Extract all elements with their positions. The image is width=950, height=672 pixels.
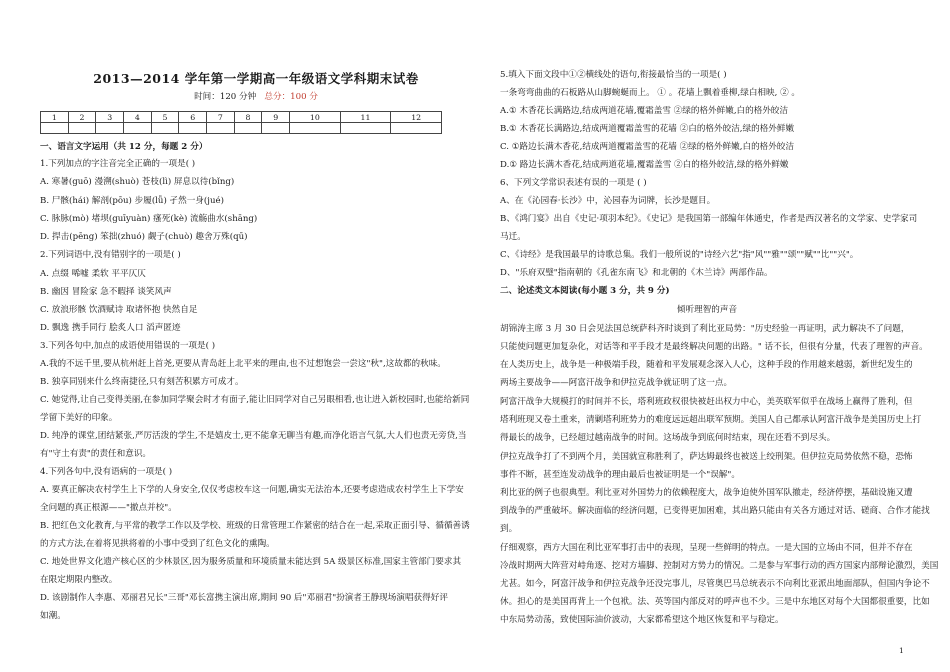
text-line: A. 寒暑(guō) 漫溯(shuò) 苍枝(lì) 屏息以待(bǐng)	[40, 177, 235, 187]
answer-grid-number: 12	[391, 112, 442, 123]
text-line: B. 把红色文化教育,与平常的教学工作以及学校、班级的日常管理工作紧密的结合在一起,采取正面引导、循循善诱	[40, 521, 470, 531]
answer-grid-cell	[41, 123, 69, 134]
answer-grid-number: 10	[290, 112, 341, 123]
text-line: 尤甚。如今，阿富汗战争和伊拉克战争还没完事儿，尽管奥巴马总统表示不向利比亚派出地面部队，但国内争论不	[500, 579, 930, 589]
text-line: 在人类历史上，战争是一种极端手段，随着和平发展观念深入人心，这种手段的作用越来越弱，新世纪发生的	[500, 360, 913, 370]
answer-grid-number: 3	[96, 112, 124, 123]
text-line: D. 该剧制作人李惠、邓丽君兄长"三哥"邓长富携主演出席,期间 90 后"邓丽君"扮演者王静现场演唱获得好评	[40, 593, 448, 603]
text-line: 6、下列文学常识表述有误的一项是 ( )	[500, 178, 647, 188]
text-line: C、《诗经》是我国最早的诗歌总集。我们一般所说的"诗经六艺"指"风""雅""颂""赋""比""兴"。	[500, 250, 859, 260]
answer-grid-number: 2	[68, 112, 96, 123]
answer-grid-header	[41, 112, 442, 123]
exam-title: 2013—2014 学年第一学期高一年级语文学科期末试卷	[93, 71, 419, 86]
text-line: D. 纯净的课堂,团结紧张,严厉活泼的学生,不是嬉皮士,更不能拿无聊当有趣,而净化语言气氛,大人们也责无旁贷,当	[40, 431, 467, 441]
text-line: 一、语言文字运用（共 12 分，每题 2 分）	[40, 142, 208, 152]
text-line: D. 捍击(pēng) 笨拙(zhuó) 觑子(chuò) 趣舍万殊(qū)	[40, 232, 248, 242]
text-line: D、"乐府双璧"指南朝的《孔雀东南飞》和北朝的《木兰诗》两部作品。	[500, 268, 773, 278]
answer-grid-number: 6	[179, 112, 207, 123]
text-line: 胡锦涛主席 3 月 30 日会见法国总统萨科齐时谈到了利比亚局势："历史经验一再证明，武力解决不了问题，	[500, 324, 910, 334]
text-line: 只能使问题更加复杂化，对话等和平手段才是最终解决问题的出路。" 话不长，但很有分量，代表了理智的声音。	[500, 342, 928, 352]
answer-grid-cell	[391, 123, 442, 134]
answer-grid-cell	[207, 123, 235, 134]
text-line: 3.下列各句中,加点的成语使用错误的一项是( )	[40, 341, 216, 351]
answer-grid-number: 5	[151, 112, 179, 123]
answer-grid-number: 4	[124, 112, 152, 123]
text-line: A. 要真正解决农村学生上下学的人身安全,仅仅考虑校车这一问题,确实无法治本,还要考虑造成农村学生上下学安	[40, 485, 464, 495]
answer-grid-number: 9	[262, 112, 290, 123]
answer-grid-cell	[68, 123, 96, 134]
text-line: 如潮。	[40, 611, 66, 621]
text-line: 一条弯弯曲曲的石板路从山脚蜿蜒而上。 ① 。花墙上飘着垂柳,绿白相映, ② 。	[500, 88, 800, 98]
text-line: A. 点缀 唏嘘 柔软 平平仄仄	[40, 269, 146, 279]
answer-grid-number: 8	[234, 112, 262, 123]
text-line: 中东局势动荡，致使国际油价波动，大家都希望这个地区恢复和平与稳定。	[500, 615, 784, 625]
text-line: 的方式方法,在着将见拱将着的小事中受到了红色文化的熏陶。	[40, 539, 275, 549]
text-line: C. 脉脉(mò) 堵坝(guīyuàn) 瘙死(kè) 流觞曲水(shāng)	[40, 214, 258, 224]
answer-grid-cell	[290, 123, 341, 134]
text-line: 得最长的战争，已经超过越南战争的时间。这场战争到底何时结束，现在还看不到尽头。	[500, 433, 836, 443]
text-line: A、在《沁园春·长沙》中，沁园春为词牌，长沙是题目。	[500, 196, 716, 206]
text-line: C. ①路边长满木香花,结成两道覆霜盖雪的花墙 ②绿的格外鲜嫩,白的格外皎洁	[500, 142, 795, 152]
answer-grid-cell	[340, 123, 391, 134]
page-number: 1	[899, 646, 904, 655]
text-line: B、《鸿门宴》出自《史记·项羽本纪》。《史记》是我国第一部编年体通史，作者是西汉著名的文学家、史学家司	[500, 214, 918, 224]
answer-grid-cell	[234, 123, 262, 134]
text-line: 有"守土有责"的责任和意识。	[40, 449, 152, 459]
answer-grid-cell	[124, 123, 152, 134]
text-line: 到。	[500, 524, 518, 534]
text-line: B. 幽因 冒险家 急不暇择 谈笑风声	[40, 287, 172, 297]
answer-grid-cell	[96, 123, 124, 134]
text-line: 在限定期限内整改。	[40, 575, 118, 585]
answer-grid-cell	[262, 123, 290, 134]
text-line: 塔利班现又卷土重来，清剿塔利班势力的难度远远超出联军预期。美国人自己都承认阿富汗战争是美国历史上打	[500, 415, 922, 425]
text-line: A.① 木香花长满路边,结成两道花墙,覆霜盖雪 ②绿的格外鲜嫩,白的格外皎洁	[500, 106, 789, 116]
text-line: 马迁。	[500, 232, 526, 242]
text-line: 仔细观察，西方大国在利比亚军事打击中的表现，呈现一些鲜明的特点。一是大国的立场由不同，但并不存在	[500, 543, 913, 553]
text-line: 利比亚的例子也很典型。利比亚对外国势力的依赖程度大，战争迫使外国军队撤走，经济停摆，基础设施又遭	[500, 488, 913, 498]
text-line: 倾听理智的声音	[676, 305, 738, 315]
text-line: 伊拉克战争打了不到两个月，美国就宣称胜利了，萨达姆最终也被送上绞刑架。但伊拉克局势依然不稳，恐怖	[500, 452, 913, 462]
exam-time: 时间：120 分钟	[194, 92, 257, 102]
text-line: 1.下列加点的字注音完全正确的一项是( )	[40, 159, 196, 169]
text-line: A.我的不远千里,要从杭州赶上首尧,更要从青岛赶上北平来的理由,也不过想饱尝一尝这"秋",这故都的秋味。	[40, 359, 446, 369]
text-line: C. 地处世界文化遗产核心区的少林景区,因为服务质量和环境质量未能达到 5A 级景区标准,国家主管部门要求其	[40, 557, 462, 567]
text-line: B. 尸骸(hái) 解剖(pōu) 步履(lǚ) 孑然一身(jué)	[40, 196, 224, 206]
answer-grid-cell	[151, 123, 179, 134]
text-line: 5.填入下面文段中①②横线处的语句,衔接最恰当的一项是( )	[500, 70, 727, 80]
text-line: C. 放浪形骸 饮酒赋诗 取诸怀抱 快然自足	[40, 305, 198, 315]
exam-meta	[40, 90, 472, 102]
answer-grid-blank	[41, 123, 442, 134]
text-line: C. 她觉得,让自己变得美丽,在参加同学聚会时才有面子,能让旧同学对自己另眼相看,也让进入新校园时,也能给新同	[40, 395, 470, 405]
answer-grid-number: 11	[340, 112, 391, 123]
text-line: B. 独享同别来什么终南捷径,只有刻苦积累方可成才。	[40, 377, 244, 387]
text-line: B.① 木香花长满路边,结成两道覆霜盖雪的花墙 ②白的格外皎洁,绿的格外鲜嫩	[500, 124, 795, 134]
answer-grid	[40, 111, 442, 134]
text-line: 事件不断，甚至连发动战争的理由最后也被证明是一个"误解"。	[500, 470, 740, 480]
text-line: 学留下美好的印象。	[40, 413, 118, 423]
answer-grid-cell	[179, 123, 207, 134]
answer-grid-number: 7	[207, 112, 235, 123]
text-line: 两场主要战争——阿富汗战争和伊拉克战争就证明了这一点。	[500, 378, 733, 388]
text-line: 4.下列各句中,没有语病的一项是( )	[40, 467, 173, 477]
text-line: D. 飘逸 携手同行 脍炙人口 滔声匿迹	[40, 323, 181, 333]
text-line: 冷战时期两大阵营对峙角逐、挖对方墙脚、控制对方势力的情况。二是参与军事行动的西方国家内部辩论激烈，美国	[500, 561, 939, 571]
text-line: 到战争的严重破坏。解决面临的经济问题，已变得更加困难，其出路只能由有关各方通过对话、磋商、合作才能找	[500, 506, 930, 516]
text-line: 全问题的真正根源——"撤点并校"。	[40, 503, 177, 513]
text-line: 休。担心的是美国再背上一个包袱。法、英等国内部反对的呼声也不少。三是中东地区对每个大国都很重要，比如	[500, 597, 930, 607]
text-line: 阿富汗战争大规模打的时间并不长，塔利班政权很快被赶出权力中心，美英联军似乎在战场上赢得了胜利，但	[500, 397, 913, 407]
text-line: D.① 路边长满木香花,结成两道花墙,覆霜盖雪 ②白的格外皎洁,绿的格外鲜嫩	[500, 160, 789, 170]
exam-score: 总分：100 分	[264, 92, 318, 102]
text-line: 2.下列词语中,没有错别字的一项是( )	[40, 250, 181, 260]
answer-grid-number: 1	[41, 112, 69, 123]
text-line: 二、论述类文本阅读(每小题 3 分，共 9 分)	[500, 286, 670, 296]
